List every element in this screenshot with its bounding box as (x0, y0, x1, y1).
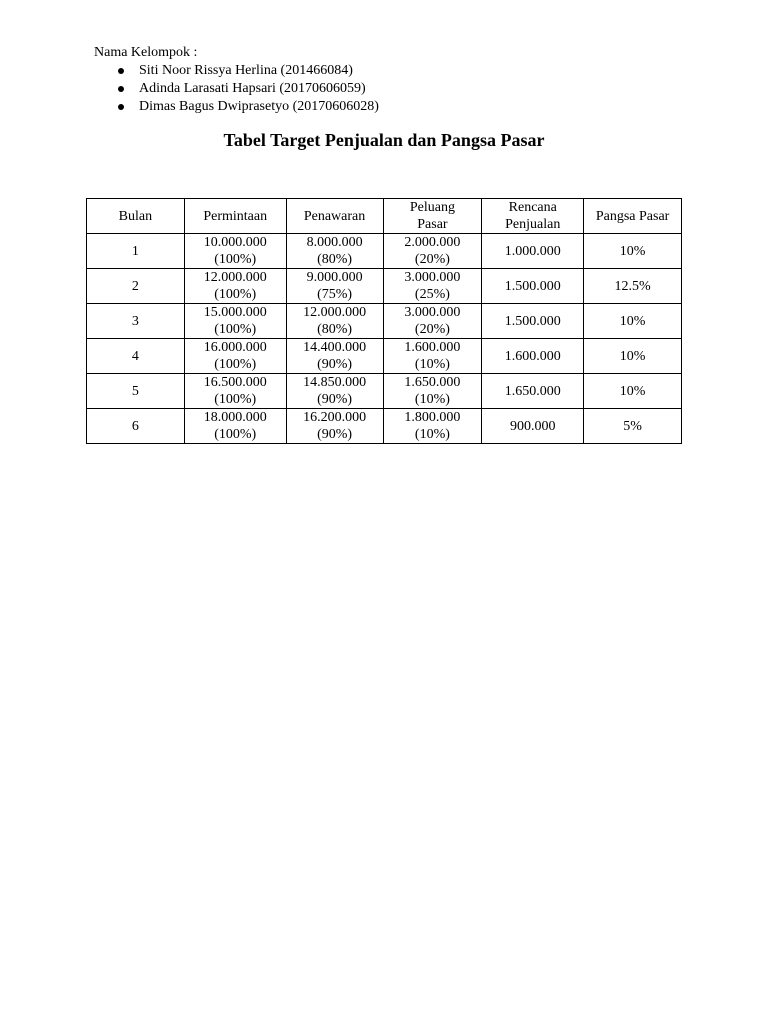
cell-percent: (20%) (414, 252, 450, 267)
table-row (87, 269, 682, 304)
header-rencana-line2: Penjualan (505, 217, 561, 232)
cell-pangsa: 5% (584, 409, 682, 444)
cell-percent: (100%) (214, 357, 257, 372)
cell-pangsa: 10% (584, 374, 682, 409)
bullet-icon (118, 104, 124, 110)
cell-permintaan (184, 409, 286, 444)
cell-value: 16.200.000 (303, 410, 367, 425)
cell-rencana: 1.500.000 (482, 269, 584, 304)
cell-percent: (25%) (414, 287, 450, 302)
cell-value: 2.000.000 (404, 235, 461, 250)
group-info (94, 43, 379, 116)
cell-rencana: 900.000 (482, 409, 584, 444)
cell-permintaan (184, 269, 286, 304)
cell-percent: (80%) (317, 322, 353, 337)
cell-value: 3.000.000 (404, 305, 461, 320)
table-row (87, 304, 682, 339)
cell-permintaan (184, 374, 286, 409)
cell-percent: (90%) (317, 392, 353, 407)
cell-peluang (383, 339, 482, 374)
header-bulan: Bulan (87, 199, 185, 234)
cell-peluang (383, 269, 482, 304)
bullet-icon (118, 86, 124, 92)
cell-penawaran (286, 339, 383, 374)
cell-value: 15.000.000 (203, 305, 267, 320)
member-name: Siti Noor Rissya Herlina (201466084) (139, 63, 353, 78)
sales-target-table (86, 198, 682, 444)
document-title: Tabel Target Penjualan dan Pangsa Pasar (223, 130, 545, 150)
cell-bulan: 4 (87, 339, 185, 374)
cell-bulan: 3 (87, 304, 185, 339)
cell-percent: (90%) (317, 357, 353, 372)
header-permintaan: Permintaan (184, 199, 286, 234)
cell-percent: (90%) (317, 427, 353, 442)
table-header-row (87, 199, 682, 234)
cell-permintaan (184, 339, 286, 374)
cell-percent: (20%) (414, 322, 450, 337)
cell-percent: (75%) (317, 287, 353, 302)
list-item (94, 62, 379, 80)
cell-percent: (80%) (317, 252, 353, 267)
cell-value: 1.600.000 (404, 340, 461, 355)
bullet-icon (118, 68, 124, 74)
table-row (87, 339, 682, 374)
cell-value: 14.400.000 (303, 340, 367, 355)
cell-value: 10.000.000 (203, 235, 267, 250)
cell-permintaan (184, 304, 286, 339)
list-item (94, 98, 379, 116)
cell-bulan: 5 (87, 374, 185, 409)
cell-percent: (100%) (214, 287, 257, 302)
cell-penawaran (286, 269, 383, 304)
cell-value: 1.800.000 (404, 410, 461, 425)
cell-permintaan (184, 234, 286, 269)
cell-penawaran (286, 304, 383, 339)
cell-rencana: 1.600.000 (482, 339, 584, 374)
cell-percent: (100%) (214, 322, 257, 337)
group-label: Nama Kelompok : (94, 45, 198, 60)
cell-value: 3.000.000 (404, 270, 461, 285)
header-pangsa-pasar: Pangsa Pasar (584, 199, 682, 234)
header-peluang-pasar (383, 199, 482, 234)
header-peluang-line2: Pasar (417, 217, 448, 232)
header-rencana-penjualan (482, 199, 584, 234)
cell-pangsa: 12.5% (584, 269, 682, 304)
member-name: Dimas Bagus Dwiprasetyo (20170606028) (139, 99, 379, 114)
header-peluang-line1: Peluang (409, 200, 455, 215)
cell-pangsa: 10% (584, 339, 682, 374)
cell-percent: (100%) (214, 392, 257, 407)
cell-pangsa: 10% (584, 304, 682, 339)
cell-bulan: 2 (87, 269, 185, 304)
cell-penawaran (286, 374, 383, 409)
header-rencana-line1: Rencana (508, 200, 557, 215)
cell-value: 12.000.000 (203, 270, 267, 285)
table-row (87, 374, 682, 409)
cell-value: 14.850.000 (303, 375, 367, 390)
cell-peluang (383, 234, 482, 269)
cell-value: 16.500.000 (203, 375, 267, 390)
cell-penawaran (286, 409, 383, 444)
cell-value: 9.000.000 (306, 270, 363, 285)
cell-value: 16.000.000 (203, 340, 267, 355)
cell-rencana: 1.000.000 (482, 234, 584, 269)
cell-penawaran (286, 234, 383, 269)
cell-value: 8.000.000 (306, 235, 363, 250)
cell-bulan: 1 (87, 234, 185, 269)
cell-percent: (10%) (414, 392, 450, 407)
member-list (94, 62, 379, 116)
cell-percent: (100%) (214, 252, 257, 267)
header-penawaran: Penawaran (286, 199, 383, 234)
list-item (94, 80, 379, 98)
member-name: Adinda Larasati Hapsari (20170606059) (139, 81, 366, 96)
cell-value: 12.000.000 (303, 305, 367, 320)
cell-peluang (383, 374, 482, 409)
cell-value: 18.000.000 (203, 410, 267, 425)
cell-rencana: 1.650.000 (482, 374, 584, 409)
cell-peluang (383, 304, 482, 339)
table-row (87, 409, 682, 444)
table-row (87, 234, 682, 269)
cell-value: 1.650.000 (404, 375, 461, 390)
cell-percent: (10%) (414, 357, 450, 372)
cell-pangsa: 10% (584, 234, 682, 269)
cell-bulan: 6 (87, 409, 185, 444)
cell-peluang (383, 409, 482, 444)
cell-percent: (100%) (214, 427, 257, 442)
cell-rencana: 1.500.000 (482, 304, 584, 339)
cell-percent: (10%) (414, 427, 450, 442)
